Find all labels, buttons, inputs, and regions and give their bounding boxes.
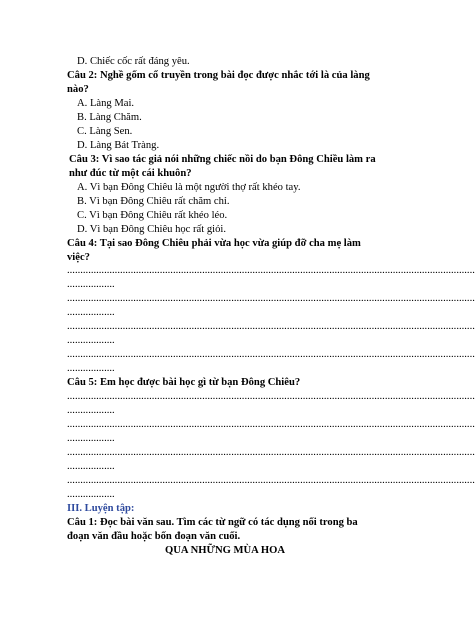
question-5: Câu 5: Em học được bài học gì từ bạn Đông Chiêu? xyxy=(67,377,301,388)
answer-line[interactable]: .......................................................................................................................................................... xyxy=(67,419,475,430)
q1-option-d: D. Chiếc cốc rất đáng yêu. xyxy=(77,56,190,67)
answer-line[interactable]: .......................................................................................................................................................... xyxy=(67,475,475,486)
answer-line[interactable]: .................. xyxy=(67,405,115,416)
q3-option-b: B. Vì bạn Đông Chiêu rất chăm chỉ. xyxy=(77,196,230,207)
question-2-line-2: nào? xyxy=(67,84,89,95)
q3-option-c: C. Vì bạn Đông Chiêu rất khéo léo. xyxy=(77,210,228,221)
practice-question-line-1: Câu 1: Đọc bài văn sau. Tìm các từ ngữ có tác dụng nối trong ba xyxy=(67,517,358,528)
question-2-line-1: Câu 2: Nghề gốm cổ truyền trong bài đọc được nhắc tới là của làng xyxy=(67,70,370,81)
answer-line[interactable]: .......................................................................................................................................................... xyxy=(67,321,475,332)
answer-line[interactable]: .................. xyxy=(67,461,115,472)
answer-line[interactable]: .......................................................................................................................................................... xyxy=(67,265,475,276)
answer-line[interactable]: .......................................................................................................................................................... xyxy=(67,349,475,360)
answer-line[interactable]: .................. xyxy=(67,433,115,444)
answer-line[interactable]: .................. xyxy=(67,279,115,290)
q3-option-d: D. Vì bạn Đông Chiêu học rất giỏi. xyxy=(77,224,226,235)
q2-option-a: A. Làng Mai. xyxy=(77,98,135,109)
answer-line[interactable]: .......................................................................................................................................................... xyxy=(67,293,475,304)
answer-line[interactable]: .......................................................................................................................................................... xyxy=(67,447,475,458)
question-4-line-2: việc? xyxy=(67,252,90,263)
section-heading: III. Luyện tập: xyxy=(67,503,135,514)
answer-line[interactable]: .................. xyxy=(67,363,115,374)
question-3-line-1: Câu 3: Vì sao tác giả nói những chiếc nồi do bạn Đông Chiều làm ra xyxy=(69,154,376,165)
q3-option-a: A. Vì bạn Đông Chiêu là một người thợ rất khéo tay. xyxy=(77,182,301,193)
question-3-line-2: như đúc từ một cái khuôn? xyxy=(69,168,192,179)
answer-line[interactable]: .......................................................................................................................................................... xyxy=(67,391,475,402)
q2-option-d: D. Làng Bát Tràng. xyxy=(77,140,160,151)
answer-line[interactable]: .................. xyxy=(67,335,115,346)
q2-option-b: B. Làng Chăm. xyxy=(77,112,142,123)
answer-line[interactable]: .................. xyxy=(67,307,115,318)
q2-option-c: C. Làng Sen. xyxy=(77,126,133,137)
practice-question-line-2: đoạn văn đầu hoặc bốn đoạn văn cuối. xyxy=(67,531,241,542)
question-4-line-1: Câu 4: Tại sao Đông Chiêu phải vừa học vừa giúp đỡ cha mẹ làm xyxy=(67,238,361,249)
answer-line[interactable]: .................. xyxy=(67,489,115,500)
reading-title: QUA NHỮNG MÙA HOA xyxy=(165,545,285,556)
